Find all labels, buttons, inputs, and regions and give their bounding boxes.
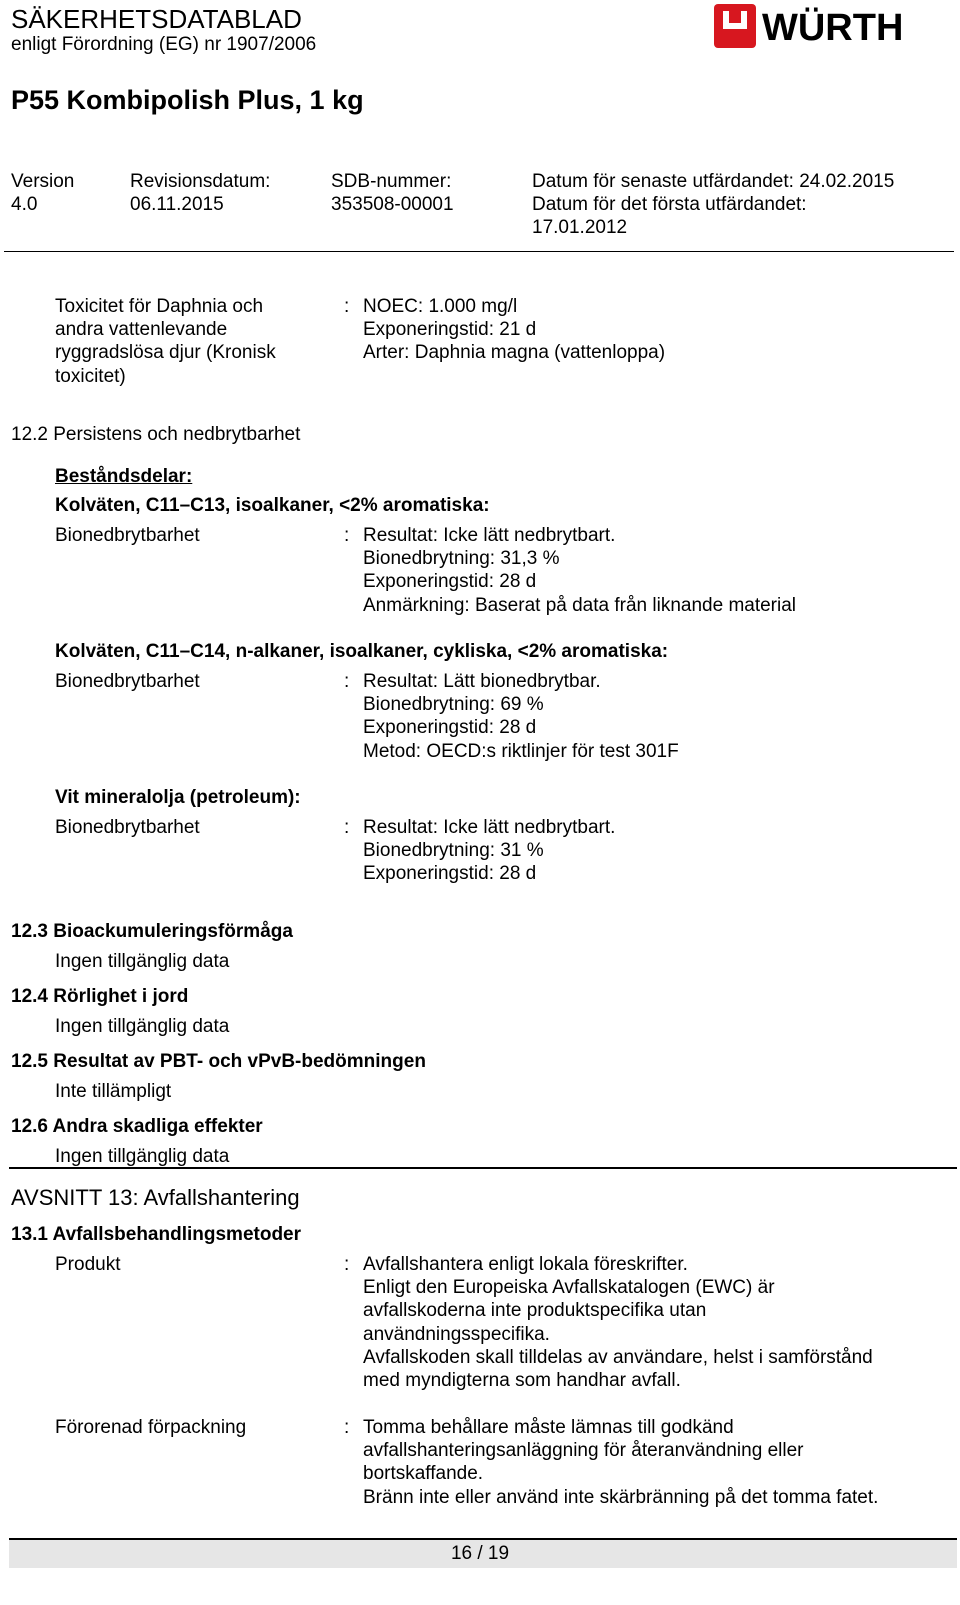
latest-issue-date: Datum för senaste utfärdandet: 24.02.2015 [532,171,895,192]
components-label: Beståndsdelar: [55,466,193,487]
value-line: Avfallshantera enligt lokala föreskrifter. [363,1254,688,1275]
section-12-5-text: Inte tillämpligt [55,1081,172,1102]
product-disposal-value [363,1253,873,1392]
version-block [11,170,74,216]
component-name: Kolväten, C11–C14, n-alkaner, isoalkaner, cykliska, <2% aromatiska: [55,641,669,662]
value-line: med myndigterna som handhar avfall. [363,1370,681,1392]
value-line: Metod: OECD:s riktlinjer för test 301F [363,740,679,762]
toxicity-value-line: NOEC: 1.000 mg/l [363,296,518,317]
value-line: Bränn inte eller använd inte skärbränning på det tomma fatet. [363,1486,879,1508]
packaging-disposal-colon: : [344,1417,350,1438]
value-line: Bionedbrytning: 31 % [363,840,544,862]
value-line: användningsspecifika. [363,1323,550,1345]
toxicity-label-line: andra vattenlevande [55,319,228,341]
product-name: P55 Kombipolish Plus, 1 kg [11,85,364,115]
product-disposal-label: Produkt [55,1254,121,1275]
page-number: 16 / 19 [450,1543,510,1564]
toxicity-label-line: ryggradslösa djur (Kronisk [55,342,276,364]
section-12-6-heading: 12.6 Andra skadliga effekter [11,1116,263,1137]
section-13-1-heading: 13.1 Avfallsbehandlingsmetoder [11,1224,302,1245]
biodegradability-colon: : [344,671,350,692]
first-issue-value: 17.01.2012 [532,217,628,239]
biodegradability-value [363,816,615,886]
section-12-3-text: Ingen tillgänglig data [55,951,230,972]
toxicity-value-line: Arter: Daphnia magna (vattenloppa) [363,342,666,364]
sdb-value: 353508-00001 [331,194,454,216]
packaging-disposal-label: Förorenad förpackning [55,1417,247,1438]
toxicity-value [363,295,665,365]
value-line: Exponeringstid: 28 d [363,717,537,739]
section-12-2-heading: 12.2 Persistens och nedbrytbarhet [11,424,301,445]
revision-value: 06.11.2015 [130,194,224,216]
document-title: SÄKERHETSDATABLAD [11,4,302,34]
biodegradability-label: Bionedbrytbarhet [55,525,200,546]
value-line: Bionedbrytning: 69 % [363,694,544,716]
value-line: Exponeringstid: 28 d [363,863,537,885]
header-divider [4,251,954,252]
version-label: Version [11,171,75,192]
section-12-4-text: Ingen tillgänglig data [55,1016,230,1037]
first-issue-label: Datum för det första utfärdandet: [532,194,807,216]
biodegradability-colon: : [344,525,350,546]
packaging-disposal-value [363,1416,878,1509]
wurth-emblem-icon [714,4,756,48]
value-line: avfallshanteringsanläggning för återanvändning eller [363,1440,804,1462]
section-12-5-heading: 12.5 Resultat av PBT- och vPvB-bedömningen [11,1051,426,1072]
section-13-title: AVSNITT 13: Avfallshantering [11,1185,300,1210]
version-value: 4.0 [11,194,38,216]
regulation-text: enligt Förordning (EG) nr 1907/2006 [11,34,317,55]
component-name: Vit mineralolja (petroleum): [55,787,301,808]
revision-label: Revisionsdatum: [130,171,271,192]
logo-wordmark: WÜRTH [762,7,904,49]
value-line: Enligt den Europeiska Avfallskatalogen (EWC) är [363,1277,775,1299]
toxicity-colon: : [344,296,350,317]
section-12-4-heading: 12.4 Rörlighet i jord [11,986,189,1007]
value-line: Resultat: Icke lätt nedbrytbart. [363,817,616,838]
value-line: Bionedbrytning: 31,3 % [363,548,560,570]
toxicity-label-line: Toxicitet för Daphnia och [55,296,264,317]
biodegradability-label: Bionedbrytbarhet [55,671,200,692]
section-12-6-text: Ingen tillgänglig data [55,1146,230,1167]
section-12-3-heading: 12.3 Bioackumuleringsförmåga [11,921,293,942]
wurth-logo [714,2,934,50]
biodegradability-label: Bionedbrytbarhet [55,817,200,838]
value-line: bortskaffande. [363,1463,484,1485]
toxicity-label [55,295,276,388]
biodegradability-colon: : [344,817,350,838]
sdb-label: SDB-nummer: [331,171,452,192]
section-divider [9,1167,957,1169]
value-line: Resultat: Lätt bionedbrytbar. [363,671,601,692]
value-line: avfallskoderna inte produktspecifika utan [363,1300,707,1322]
value-line: Tomma behållare måste lämnas till godkänd [363,1417,734,1438]
component-name: Kolväten, C11–C13, isoalkaner, <2% aromatiska: [55,495,490,516]
issue-dates-block [532,170,894,240]
value-line: Avfallskoden skall tilldelas av användare, helst i samförstånd [363,1346,873,1368]
value-line: Exponeringstid: 28 d [363,571,537,593]
toxicity-label-line: toxicitet) [55,365,126,387]
value-line: Anmärkning: Baserat på data från liknande material [363,594,797,616]
revision-block [130,170,270,216]
value-line: Resultat: Icke lätt nedbrytbart. [363,525,616,546]
biodegradability-value [363,524,796,617]
toxicity-value-line: Exponeringstid: 21 d [363,319,537,341]
sdb-block [331,170,454,216]
product-disposal-colon: : [344,1254,350,1275]
biodegradability-value [363,670,679,763]
